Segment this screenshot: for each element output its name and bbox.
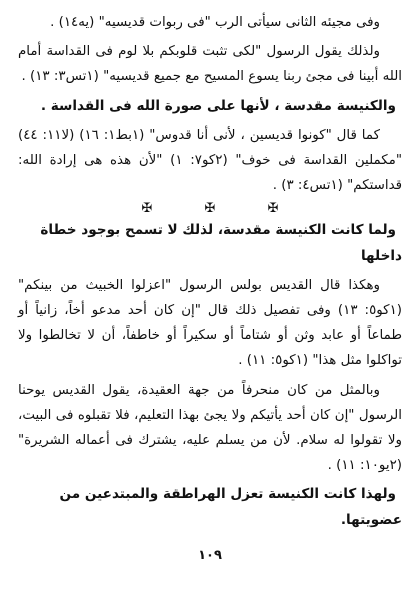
cross-icon: ✠ bbox=[204, 201, 216, 217]
paragraph-second-coming: وفى مجيئه الثانى سيأتى الرب "فى ربوات قديسيه" (يه١٤) . bbox=[50, 15, 380, 30]
heading-no-sinners: ولما كانت الكنيسة مقدسة، لذلك لا تسمح بوجود خطاة داخلها bbox=[40, 222, 402, 264]
paragraph-put-away-wicked: وهكذا قال القديس بولس الرسول "اعزلوا الخبيث من بينكم" (١كو٥: ١٣) وفى تفصيل ذلك قال "إن كان أحد مدعو أخاً، زانياً أو طماعاً أو عابد وثن أو شتاماً أو سكيراً أو خاطفاً، أن لا تخالطوا ولا تواكلوا مثل هذا" (١كو٥: ١١) . bbox=[18, 277, 402, 369]
cross-icon: ✠ bbox=[141, 201, 153, 217]
heading-isolate-heretics: ولهذا كانت الكنيسة تعزل الهراطقة والمبتدعين من عضويتها. bbox=[59, 486, 402, 528]
paragraph-hearts-blameless: ولذلك يقول الرسول "لكى تثبت قلوبكم بلا لوم فى القداسة أمام الله أبينا فى مجئ ربنا يسوع المسيح مع جميع قديسيه" (١تس٣: ١٣) . bbox=[18, 44, 402, 85]
paragraph-be-holy: كما قال "كونوا قديسين ، لأنى أنا قدوس" (١بط١: ١٦) (لا١١: ٤٤) "مكملين القداسة فى خوف" (٢كو٧: ١) "لأن هذه هى إرادة الله: قداستكم" (١تس٤: ٣) . bbox=[18, 127, 402, 194]
section-divider-crosses bbox=[18, 202, 402, 216]
paragraph-doctrine-deviation: وبالمثل من كان منحرفاً من جهة العقيدة، يقول القديس يوحنا الرسول "إن كان أحد يأتيكم ولا يجئ بهذا التعليم، فلا تقبلوه فى البيت، ولا تقولوا له سلام. لأن من يسلم عليه، يشترك فى أعماله الشريرة" (٢يو١٠: ١١) . bbox=[18, 382, 402, 474]
page-number: ١٠٩ bbox=[198, 548, 222, 563]
cross-icon: ✠ bbox=[267, 201, 279, 217]
heading-church-holy-image: والكنيسة مقدسة ، لأنها على صورة الله فى القداسة . bbox=[40, 97, 396, 114]
